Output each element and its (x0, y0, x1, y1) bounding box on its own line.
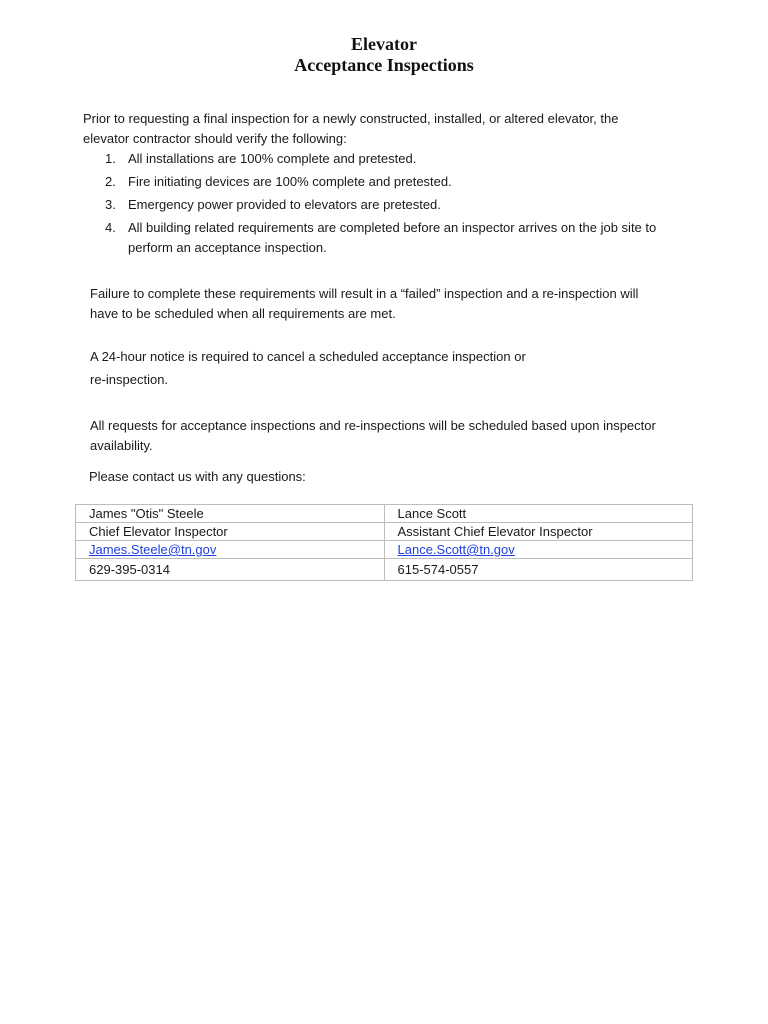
contact-phone-cell: 615-574-0557 (384, 559, 693, 581)
failure-paragraph: Failure to complete these requirements will result in a “failed” inspection and a re-inspection will have to be scheduled when all requirements are met. (90, 286, 639, 321)
contacts-table (75, 504, 693, 581)
list-item-number: 3. (105, 197, 116, 212)
title-line-1: Elevator (351, 34, 417, 54)
list-item (83, 149, 673, 169)
email-link-lance-scott[interactable]: Lance.Scott@tn.gov (397, 542, 515, 557)
contact-role-cell: Assistant Chief Elevator Inspector (384, 523, 693, 541)
contact-name-cell: Lance Scott (384, 505, 693, 523)
list-item-text: All installations are 100% complete and pretested. (128, 151, 417, 166)
notice-paragraph-line-1: A 24-hour notice is required to cancel a scheduled acceptance inspection or (90, 349, 526, 364)
list-item-text: Fire initiating devices are 100% complete and pretested. (128, 174, 452, 189)
list-item-text: All building related requirements are completed before an inspector arrives on the job site to perform an acceptance inspection. (128, 220, 657, 255)
table-row (76, 559, 693, 581)
contact-phone-cell: 629-395-0314 (76, 559, 385, 581)
list-item-number: 2. (105, 174, 116, 189)
table-row (76, 541, 693, 559)
contact-email-cell (384, 541, 693, 559)
list-item (83, 172, 673, 192)
contact-name-cell: James "Otis" Steele (76, 505, 385, 523)
title-line-2: Acceptance Inspections (294, 55, 474, 75)
contact-role-cell: Chief Elevator Inspector (76, 523, 385, 541)
notice-paragraph-line-2: re-inspection. (90, 372, 169, 387)
contact-email-cell (76, 541, 385, 559)
list-item-number: 4. (105, 220, 116, 235)
list-item-number: 1. (105, 151, 116, 166)
table-row (76, 505, 693, 523)
list-item (83, 195, 673, 215)
list-item-text: Emergency power provided to elevators are pretested. (128, 197, 441, 212)
email-link-james-steele[interactable]: James.Steele@tn.gov (89, 542, 217, 557)
list-item (83, 218, 673, 258)
contact-prompt: Please contact us with any questions: (89, 469, 306, 484)
scheduling-paragraph: All requests for acceptance inspections and re-inspections will be scheduled based upon inspector availability. (90, 418, 656, 453)
requirements-list (83, 149, 673, 261)
intro-paragraph: Prior to requesting a final inspection for a newly constructed, installed, or altered elevator, the elevator contractor should verify the following: (83, 111, 619, 146)
document-title (0, 34, 768, 76)
table-row (76, 523, 693, 541)
